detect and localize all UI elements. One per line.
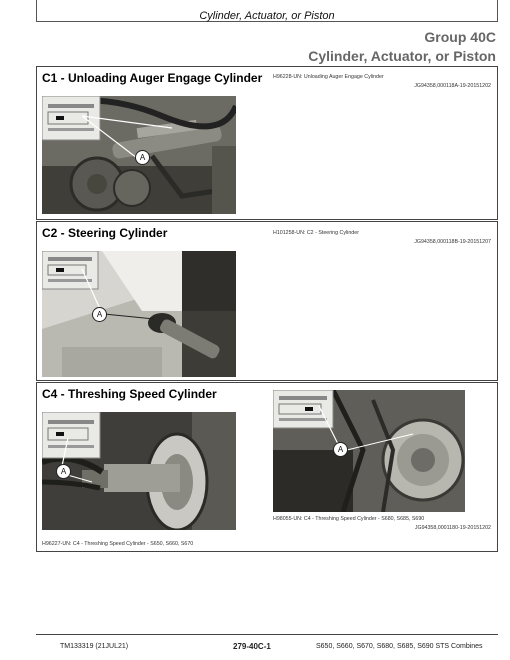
footer-rule (36, 634, 498, 635)
model-list: S650, S660, S670, S680, S685, S690 STS Combines (316, 643, 483, 650)
group-title: Cylinder, Actuator, or Piston (308, 48, 496, 64)
section-c2 (36, 221, 498, 381)
photo-threshing-cylinder-right (273, 390, 465, 512)
image-caption: H96227-UN: C4 - Threshing Speed Cylinder - S650, S660, S670 (42, 541, 194, 547)
callout-a: A (56, 464, 71, 479)
photo-unloading-auger-cylinder (42, 96, 236, 214)
section-title: C1 - Unloading Auger Engage Cylinder (42, 71, 263, 85)
document-id: JG94358,000118B-19-20151207 (414, 239, 491, 245)
section-title: C2 - Steering Cylinder (42, 226, 168, 240)
image-caption: H96228-UN: Unloading Auger Engage Cylinder (273, 74, 384, 80)
document-id: JG94358,0001180-19-20151202 (414, 525, 491, 531)
running-title: Cylinder, Actuator, or Piston (199, 10, 335, 22)
group-number: Group 40C (424, 29, 496, 45)
image-caption: H98055-UN: C4 - Threshing Speed Cylinder - S680, S685, S690 (273, 516, 425, 522)
section-title: C4 - Threshing Speed Cylinder (42, 387, 217, 401)
photo-graphic (42, 251, 236, 377)
photo-graphic (42, 412, 236, 530)
photo-graphic (273, 390, 465, 512)
section-c1 (36, 66, 498, 220)
document-id: JG94358,000118A-19-20151202 (414, 83, 491, 89)
callout-a: A (92, 307, 107, 322)
group-heading (308, 28, 496, 66)
callout-a: A (333, 442, 348, 457)
section-c4 (36, 382, 498, 552)
image-caption: H101258-UN: C2 - Steering Cylinder (273, 230, 359, 236)
photo-threshing-cylinder-left (42, 412, 236, 530)
photo-steering-cylinder (42, 251, 236, 377)
page-number: 279-40C-1 (233, 642, 271, 651)
callout-a: A (135, 150, 150, 165)
manual-number: TM133319 (21JUL21) (60, 643, 129, 650)
